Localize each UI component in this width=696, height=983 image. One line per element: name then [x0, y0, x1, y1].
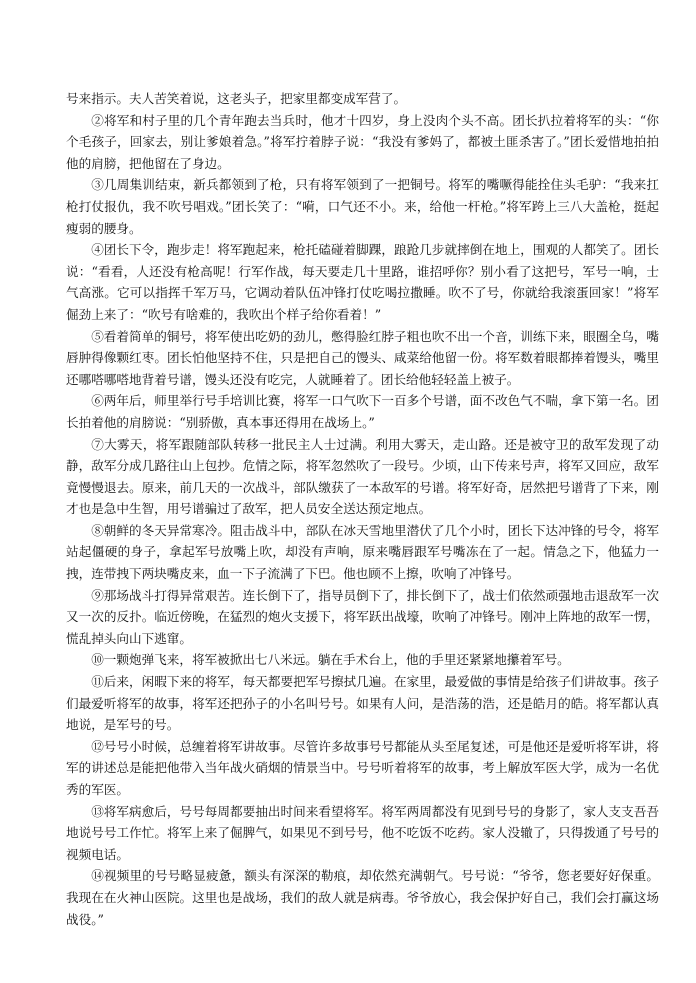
paragraph-11: ⑪后来，闲暇下来的将军，每天都要把军号擦拭几遍。在家里，最爱做的事情是给孩子们讲故事。孩子们最爱听将军的故事，将军还把孙子的小名叫号号。如果有人问，是浩荡的浩，还是皓月的皓。将军都认真地说，是军号的号。 [66, 674, 659, 733]
paragraph-14: ⑭视频里的号号略显疲惫，额头有深深的勒痕，却依然充满朝气。号号说：“爷爷，您老要好好保重。我现在在火神山医院。这里也是战场，我们的敌人就是病毒。爷爷放心，我会保护好自己，我们会打赢这场战役。” [66, 868, 659, 927]
paragraph-3: ③几周集训结束，新兵都领到了枪，只有将军领到了一把铜号。将军的嘴噘得能拴住头毛驴：“我来扛枪打仗报仇，我不吹号唱戏。”团长笑了：“嗬，口气还不小。来，给他一杆枪。”将军跨上三八大盖枪，挺起瘦弱的腰身。 [66, 177, 659, 236]
paragraph-6: ⑥两年后，师里举行号手培训比赛，将军一口气吹下一百多个号谱，面不改色气不喘，拿下第一名。团长拍着他的肩膀说：“别骄傲，真本事还得用在战场上。” [66, 393, 659, 430]
paragraph-2: ②将军和村子里的几个青年跑去当兵时，他才十四岁，身上没肉个头不高。团长扒拉着将军的头：“你个毛孩子，回家去，别让爹娘着急。”将军拧着脖子说：“我没有爹妈了，都被土匪杀害了。”团长爱惜地拍拍他的肩膀，把他留在了身边。 [66, 112, 659, 171]
paragraph-9: ⑨那场战斗打得异常艰苦。连长倒下了，指导员倒下了，排长倒下了，战士们依然顽强地击退敌军一次又一次的反扑。临近傍晚，在猛烈的炮火支援下，将军跃出战壕，吹响了冲锋号。刚冲上阵地的敌军一愣，慌乱掉头向山下逃窜。 [66, 587, 659, 646]
paragraph-4: ④团长下令，跑步走！将军跑起来，枪托磕碰着脚踝，踉跄几步就摔倒在地上，围观的人都笑了。团长说：“看看，人还没有枪高呢！行军作战，每天要走几十里路，谁招呼你？别小看了这把号，军号一响，士气高涨。它可以指挥千军万马，它调动着队伍冲锋打仗吃喝拉撒睡。吹不了号，你就给我滚蛋回家！”将军倔劲上来了：“吹号有啥难的，我吹出个样子给你看着！” [66, 242, 659, 322]
paragraph-7: ⑦大雾天，将军跟随部队转移一批民主人士过满。利用大雾天，走山路。还是被守卫的敌军发现了动静，敌军分成几路往山上包抄。危情之际，将军忽然吹了一段号。少顷，山下传来号声，将军又回应，敌军竟慢慢退去。原来，前几天的一次战斗，部队缴获了一本敌军的号谱。将军好奇，居然把号谱背了下来，刚才也是急中生智，用号谱骗过了敌军，把人员安全送达预定地点。 [66, 436, 659, 517]
paragraph-8: ⑧朝鲜的冬天异常寒冷。阻击战斗中，部队在冰天雪地里潜伏了几个小时，团长下达冲锋的号令，将军站起僵硬的身子，拿起军号放嘴上吹，却没有声响，原来嘴唇跟军号嘴冻在了一起。情急之下，他猛力一拽，连带拽下两块嘴皮来，血一下子流满了下巴。他也顾不上擦，吹响了冲锋号。 [66, 522, 659, 582]
paragraph-10: ⑩一颗炮弹飞来，将军被掀出七八米远。躺在手术台上，他的手里还紧紧地攥着军号。 [91, 652, 570, 668]
paragraph-13: ⑬将军病愈后，号号每周都要抽出时间来看望将军。将军两周都没有见到号号的身影了，家人支支吾吾地说号号工作忙。将军上来了倔脾气，如果见不到号号，他不吃饭不吃药。家人没辙了，只得拨通了号号的视频电话。 [66, 803, 659, 862]
document-page [66, 88, 659, 930]
paragraph-12: ⑫号号小时候，总缠着将军讲故事。尽管许多故事号号都能从头至尾复述，可是他还是爱听将军讲，将军的讲述总是能把他带入当年战火硝烟的情景当中。号号听着将军的故事，考上解放军医大学，成为一名优秀的军医。 [66, 738, 659, 797]
paragraph-continuation: 号来指示。夫人苦笑着说，这老头子，把家里都变成军营了。 [66, 91, 407, 106]
paragraph-5: ⑤看着简单的铜号，将军使出吃奶的劲儿，憋得脸红脖子粗也吹不出一个音，训练下来，眼圈全乌，嘴唇肿得像颗红枣。团长怕他坚持不住，只是把自己的馒头、咸菜给他留一份。将军数着眼都捧着馒头，嘴里还哪嗒哪嗒地背着号谱，馒头还没有吃完，人就睡着了。团长给他轻轻盖上被子。 [66, 328, 659, 387]
